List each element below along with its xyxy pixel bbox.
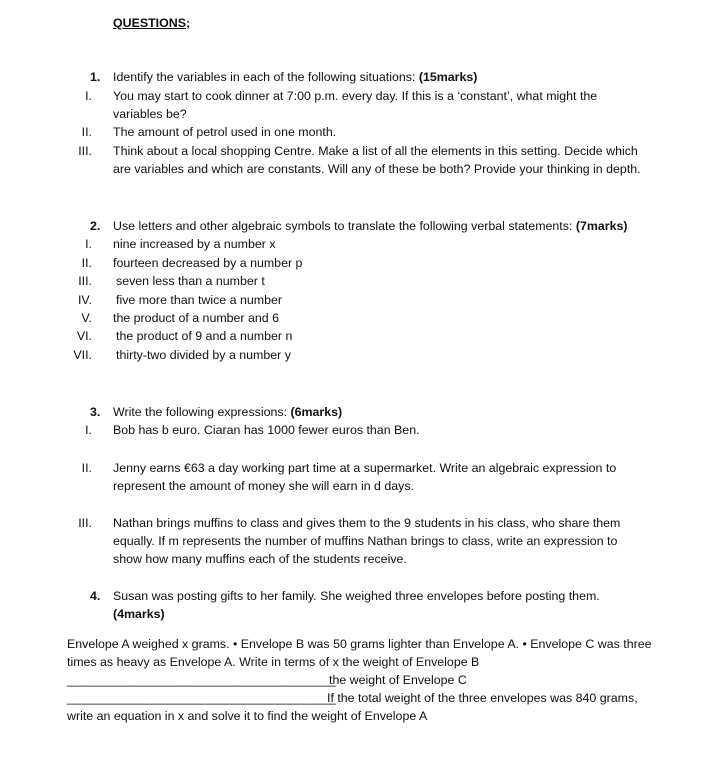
- q2-item-7-numeral: VII.: [73, 348, 92, 362]
- q3-item-3-line-2: equally. If m represents the number of muffins Nathan brings to class, write an expression to: [113, 534, 618, 548]
- q4-para-line-5: write an equation in x and solve it to find the weight of Envelope A: [67, 709, 428, 723]
- q4-number: 4.: [90, 589, 101, 603]
- q4-answer-blank-2[interactable]: _______________________________________: [67, 691, 336, 705]
- q4-text: Susan was posting gifts to her family. She weighed three envelopes before posting them.: [113, 589, 600, 603]
- q4-answer-blank-1[interactable]: _______________________________________: [67, 673, 336, 687]
- q4-marks: (4marks): [113, 607, 165, 621]
- q3-number: 3.: [90, 405, 101, 419]
- q2-item-5-text: the product of a number and 6: [113, 311, 280, 325]
- q2-prompt: [113, 217, 627, 235]
- q2-item-4-text: five more than twice a number: [116, 293, 282, 307]
- q1-item-3-numeral: III.: [78, 144, 92, 158]
- q3-prompt: [113, 403, 342, 421]
- q2-item-3-numeral: III.: [78, 274, 92, 288]
- q3-item-2-numeral: II.: [81, 461, 92, 475]
- q4-para-line-2: times as heavy as Envelope A. Write in terms of x the weight of Envelope B: [67, 655, 480, 669]
- q2-marks: (7marks): [575, 219, 628, 233]
- q2-item-4-numeral: IV.: [77, 293, 92, 307]
- q2-number: 2.: [90, 219, 101, 233]
- q1-item-3-line-1: Think about a local shopping Centre. Make a list of all the elements in this setting. Decide which: [113, 144, 638, 158]
- q3-item-3-line-3: show how many muffins each of the students receive.: [113, 552, 407, 566]
- q2-item-1-text: nine increased by a number x: [113, 237, 276, 251]
- q1-text: Identify the variables in each of the following situations:: [113, 70, 419, 84]
- q1-marks: (15marks): [418, 70, 478, 84]
- q3-item-2-line-2: represent the amount of money she will earn in d days.: [113, 479, 414, 493]
- q3-item-1-line-1: Bob has b euro. Ciaran has 1000 fewer euros than Ben.: [113, 423, 420, 437]
- q3-item-3-numeral: III.: [78, 516, 92, 530]
- q1-item-1-line-1: You may start to cook dinner at 7:00 p.m. every day. If this is a ‘constant’, what might the: [113, 89, 598, 103]
- page-title: QUESTIONS;: [113, 16, 191, 30]
- q3-text: Write the following expressions:: [113, 405, 291, 419]
- q4-para-line-1: Envelope A weighed x grams. • Envelope B was 50 grams lighter than Envelope A. • Envelope C was three: [67, 637, 652, 651]
- q2-item-7-text: thirty-two divided by a number y: [116, 348, 291, 362]
- q2-item-3-text: seven less than a number t: [116, 274, 265, 288]
- q4-para-line-4: If the total weight of the three envelopes was 840 grams,: [327, 691, 638, 705]
- q2-item-1-numeral: I.: [85, 237, 92, 251]
- q2-item-6-numeral: VI.: [76, 329, 92, 343]
- q1-item-3-line-2: are variables and which are constants. Will any of these be both? Provide your thinking in depth.: [113, 162, 641, 176]
- q2-item-6-text: the product of 9 and a number n: [116, 329, 293, 343]
- q3-item-3-line-1: Nathan brings muffins to class and gives them to the 9 students in his class, who share them: [113, 516, 621, 530]
- q3-item-2-line-1: Jenny earns €63 a day working part time at a supermarket. Write an algebraic expression to: [113, 461, 617, 475]
- q3-marks: (6marks): [290, 405, 343, 419]
- q1-item-2-line-1: The amount of petrol used in one month.: [113, 125, 337, 139]
- q4-para-line-3: the weight of Envelope C: [329, 673, 467, 687]
- q2-item-5-numeral: V.: [81, 311, 92, 325]
- q1-item-2-numeral: II.: [81, 125, 92, 139]
- q1-item-1-numeral: I.: [85, 89, 92, 103]
- q2-item-2-numeral: II.: [81, 256, 92, 270]
- q2-item-2-text: fourteen decreased by a number p: [113, 256, 303, 270]
- q3-item-1-numeral: I.: [85, 423, 92, 437]
- q2-text: Use letters and other algebraic symbols to translate the following verbal statements:: [113, 219, 576, 233]
- q1-item-1-line-2: variables be?: [113, 107, 187, 121]
- q1-prompt: [113, 68, 477, 86]
- q1-number: 1.: [90, 70, 101, 84]
